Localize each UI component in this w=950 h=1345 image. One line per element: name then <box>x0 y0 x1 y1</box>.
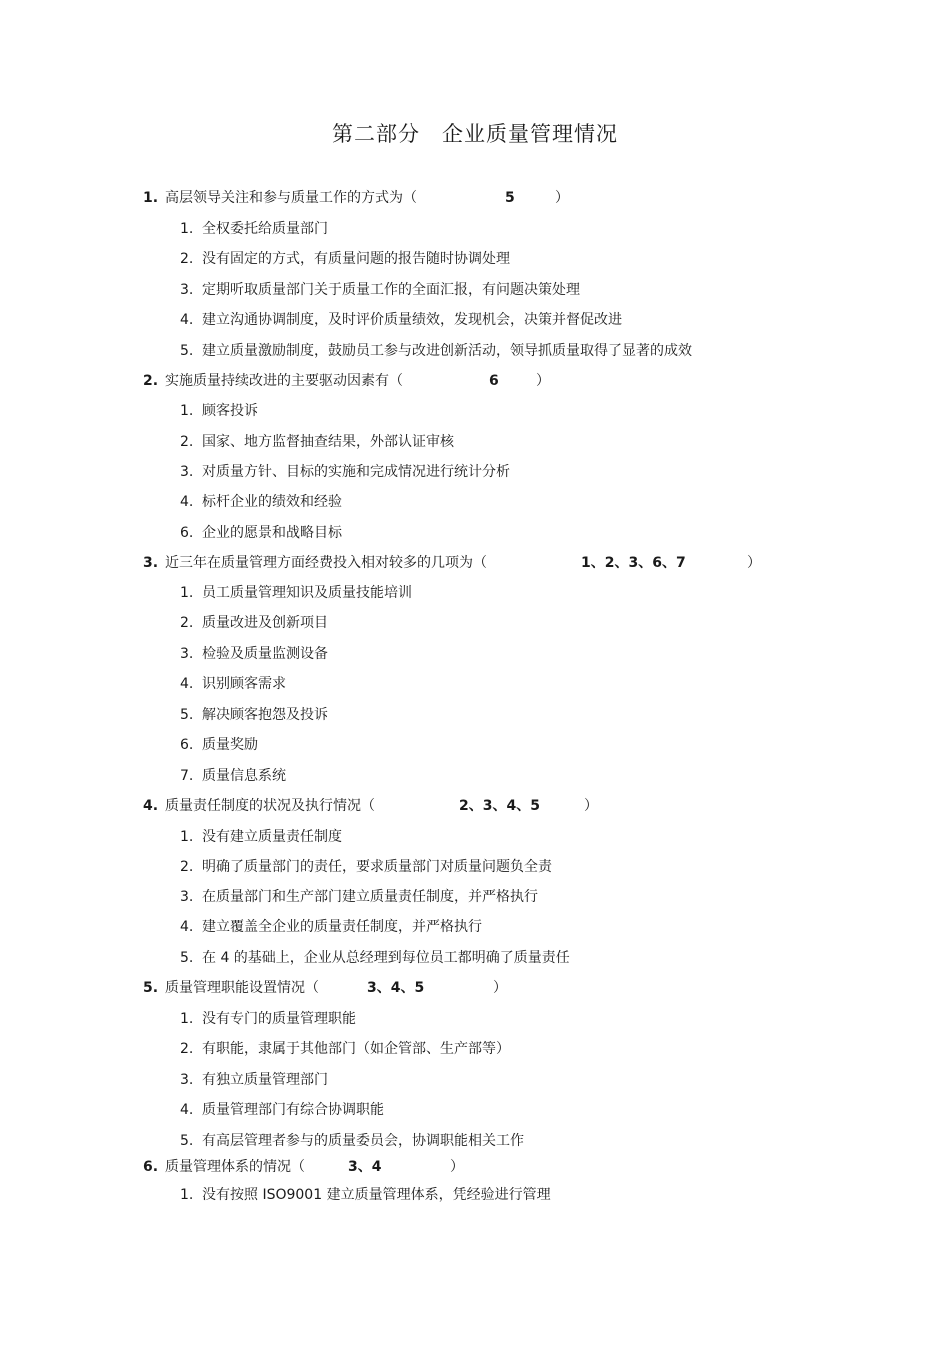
question-number: 2. <box>143 373 159 389</box>
option-number: 6. <box>180 525 194 541</box>
option-text: 建立沟通协调制度，及时评价质量绩效，发现机会，决策并督促改进 <box>202 312 622 328</box>
option-text: 对质量方针、目标的实施和完成情况进行统计分析 <box>202 464 510 480</box>
answer-close-paren: ） <box>493 980 507 996</box>
option <box>180 523 342 543</box>
answer-close-paren: ） <box>536 373 550 389</box>
option-number: 2. <box>180 434 194 450</box>
question-text: 高层领导关注和参与质量工作的方式为（ <box>165 190 417 206</box>
option-text: 检验及质量监测设备 <box>202 646 328 662</box>
question-5 <box>143 978 507 998</box>
option <box>180 857 552 877</box>
option <box>180 462 510 482</box>
option <box>180 310 622 330</box>
question-3 <box>143 553 761 573</box>
option-number: 2. <box>180 859 194 875</box>
question-text: 近三年在质量管理方面经费投入相对较多的几项为（ <box>165 555 487 571</box>
option <box>180 1100 384 1120</box>
option-text: 标杆企业的绩效和经验 <box>202 494 342 510</box>
option-number: 2. <box>180 615 194 631</box>
option-number: 3. <box>180 464 194 480</box>
option <box>180 341 692 361</box>
question-text: 质量管理职能设置情况（ <box>165 980 319 996</box>
option-text: 没有专门的质量管理职能 <box>202 1011 356 1027</box>
option <box>180 674 286 694</box>
answer-close-paren: ） <box>584 798 598 814</box>
answer-close-paren: ） <box>450 1159 464 1175</box>
option <box>180 583 412 603</box>
option <box>180 1185 551 1205</box>
option-number: 5. <box>180 343 194 359</box>
option-number: 2. <box>180 251 194 267</box>
option-text: 识别顾客需求 <box>202 676 286 692</box>
option-text: 定期听取质量部门关于质量工作的全面汇报，有问题决策处理 <box>202 282 580 298</box>
question-6 <box>143 1157 464 1177</box>
option-text: 质量信息系统 <box>202 768 286 784</box>
option <box>180 401 258 421</box>
option-text: 全权委托给质量部门 <box>202 221 328 237</box>
option-number: 4. <box>180 312 194 328</box>
option <box>180 948 570 968</box>
option-text: 有独立质量管理部门 <box>202 1072 328 1088</box>
option-number: 1. <box>180 221 194 237</box>
option <box>180 887 538 907</box>
option <box>180 1070 328 1090</box>
option <box>180 1039 510 1059</box>
option-text: 明确了质量部门的责任，要求质量部门对质量问题负全责 <box>202 859 552 875</box>
option <box>180 249 510 269</box>
option-text: 没有建立质量责任制度 <box>202 829 342 845</box>
option-text: 有高层管理者参与的质量委员会，协调职能相关工作 <box>202 1133 524 1149</box>
option <box>180 492 342 512</box>
option-number: 5. <box>180 707 194 723</box>
option-number: 1. <box>180 1187 194 1203</box>
option <box>180 705 328 725</box>
option-text: 质量改进及创新项目 <box>202 615 328 631</box>
page-title <box>0 118 950 148</box>
option-text: 国家、地方监督抽查结果，外部认证审核 <box>202 434 454 450</box>
question-text: 质量责任制度的状况及执行情况（ <box>165 798 375 814</box>
option <box>180 1131 524 1151</box>
option-text: 顾客投诉 <box>202 403 258 419</box>
option-number: 3. <box>180 1072 194 1088</box>
option-number: 4. <box>180 494 194 510</box>
question-text: 实施质量持续改进的主要驱动因素有（ <box>165 373 403 389</box>
option-text: 建立覆盖全企业的质量责任制度，并严格执行 <box>202 919 482 935</box>
option-number: 1. <box>180 829 194 845</box>
option <box>180 219 328 239</box>
option-number: 7. <box>180 768 194 784</box>
option-number: 1. <box>180 1011 194 1027</box>
answer-value: 6 <box>489 373 499 389</box>
option-number: 1. <box>180 403 194 419</box>
option-number: 4. <box>180 919 194 935</box>
option-text: 在质量部门和生产部门建立质量责任制度，并严格执行 <box>202 889 538 905</box>
option <box>180 613 328 633</box>
option <box>180 735 258 755</box>
option-text: 没有固定的方式，有质量问题的报告随时协调处理 <box>202 251 510 267</box>
option-text: 质量管理部门有综合协调职能 <box>202 1102 384 1118</box>
option-text: 没有按照 ISO9001 建立质量管理体系，凭经验进行管理 <box>202 1187 551 1203</box>
answer-value: 3、4、5 <box>367 980 425 996</box>
option-number: 3. <box>180 282 194 298</box>
option-number: 4. <box>180 1102 194 1118</box>
option-text: 员工质量管理知识及质量技能培训 <box>202 585 412 601</box>
question-number: 4. <box>143 798 159 814</box>
option-number: 5. <box>180 1133 194 1149</box>
answer-close-paren: ） <box>747 555 761 571</box>
option-number: 6. <box>180 737 194 753</box>
title-part: 第二部分 <box>332 122 420 146</box>
answer-value: 2、3、4、5 <box>459 798 540 814</box>
question-2 <box>143 371 550 391</box>
option <box>180 644 328 664</box>
option <box>180 766 286 786</box>
option <box>180 432 454 452</box>
option <box>180 917 482 937</box>
question-number: 5. <box>143 980 159 996</box>
title-main: 企业质量管理情况 <box>442 122 618 146</box>
option-text: 建立质量激励制度，鼓励员工参与改进创新活动，领导抓质量取得了显著的成效 <box>202 343 692 359</box>
option-text: 解决顾客抱怨及投诉 <box>202 707 328 723</box>
question-text: 质量管理体系的情况（ <box>165 1159 305 1175</box>
question-4 <box>143 796 598 816</box>
option-number: 3. <box>180 646 194 662</box>
answer-value: 3、4 <box>348 1159 382 1175</box>
answer-value: 1、2、3、6、7 <box>581 555 686 571</box>
option-number: 4. <box>180 676 194 692</box>
answer-value: 5 <box>505 190 515 206</box>
option-text: 企业的愿景和战略目标 <box>202 525 342 541</box>
option-text: 有职能，隶属于其他部门（如企管部、生产部等） <box>202 1041 510 1057</box>
option <box>180 1009 356 1029</box>
answer-close-paren: ） <box>555 190 569 206</box>
option-number: 2. <box>180 1041 194 1057</box>
option-number: 5. <box>180 950 194 966</box>
question-1 <box>143 188 569 208</box>
option-text: 在 4 的基础上，企业从总经理到每位员工都明确了质量责任 <box>202 950 570 966</box>
option-number: 1. <box>180 585 194 601</box>
question-number: 6. <box>143 1159 159 1175</box>
question-number: 1. <box>143 190 159 206</box>
option-text: 质量奖励 <box>202 737 258 753</box>
option <box>180 827 342 847</box>
option-number: 3. <box>180 889 194 905</box>
option <box>180 280 580 300</box>
question-number: 3. <box>143 555 159 571</box>
